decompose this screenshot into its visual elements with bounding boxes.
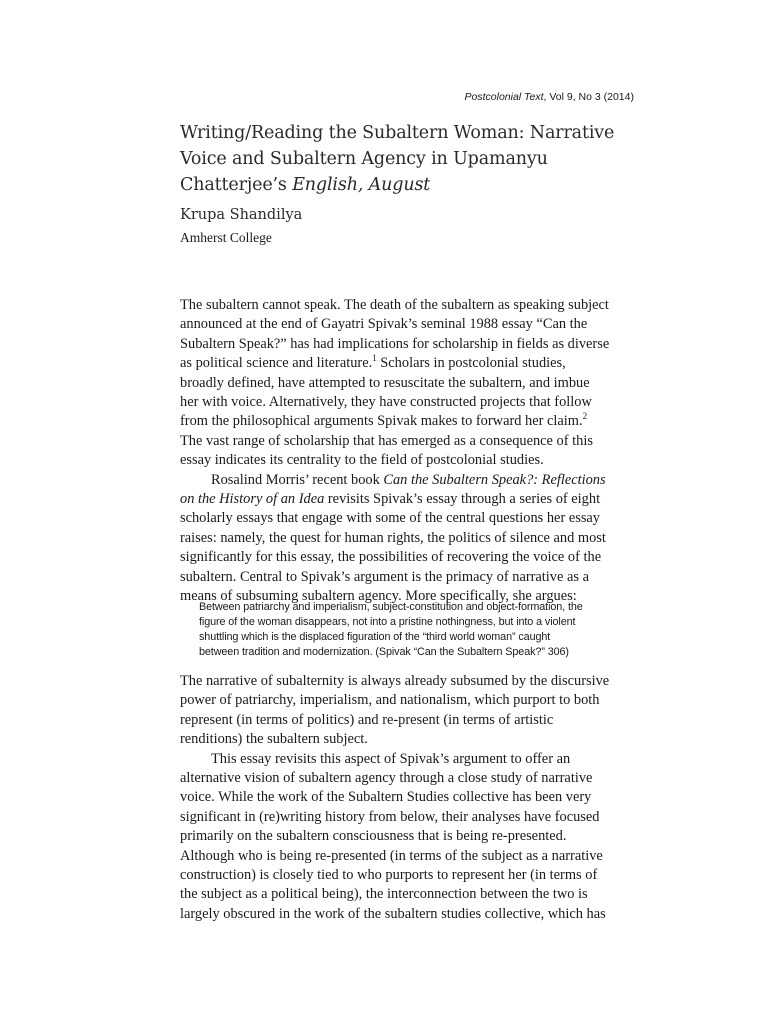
text-line <box>180 490 630 509</box>
book-title: Can the Subaltern Speak?: Reflections <box>383 471 606 488</box>
text-line: subaltern. Central to Spivak’s argument is the primacy of narrative as a <box>180 568 589 585</box>
text-line: The narrative of subalternity is always already subsumed by the discursive <box>180 673 610 689</box>
text-line: announced at the end of Gayatri Spivak’s seminal 1988 essay “Can the <box>180 316 588 333</box>
text-line <box>180 471 630 490</box>
text-fragment: Scholars in postcolonial studies, <box>376 355 566 372</box>
paragraph-2 <box>180 471 630 607</box>
text-line: voice. While the work of the Subaltern Studies collective has been very <box>180 789 592 806</box>
author-affiliation: Amherst College <box>180 230 272 245</box>
quote-line: between tradition and modernization. (Spivak “Can the Subaltern Speak?” 306) <box>199 645 569 658</box>
quote-line: Between patriarchy and imperialism, subject-constitution and object-formation, the <box>199 601 583 613</box>
paragraph-4 <box>180 750 630 925</box>
paragraph-1 <box>180 296 630 471</box>
text-fragment: from the philosophical arguments Spivak makes to forward her claim. <box>180 413 583 430</box>
quote-line: shuttling which is the displaced figuration of the “third world woman” caught <box>199 630 551 643</box>
text-line: renditions) the subaltern subject. <box>180 731 368 748</box>
text-line: power of patriarchy, imperialism, and nationalism, which purport to both <box>180 692 600 709</box>
article-title <box>180 120 650 198</box>
text-line: significantly for this essay, the possibilities of recovering the voice of the <box>180 549 602 566</box>
article-title-main: Writing/Reading the Subaltern Woman: Narrative Voice and Subaltern Agency in Upamanyu Chatterjee’s <box>180 123 615 195</box>
text-line: The vast range of scholarship that has emerged as a consequence of this <box>180 432 593 449</box>
text-line: essay indicates its centrality to the field of postcolonial studies. <box>180 452 544 469</box>
text-line: largely obscured in the work of the subaltern studies collective, which has <box>180 905 606 922</box>
text-line: represent (in terms of politics) and re-present (in terms of artistic <box>180 711 554 728</box>
text-line: The subaltern cannot speak. The death of the subaltern as speaking subject <box>180 297 609 313</box>
text-line: broadly defined, have attempted to resuscitate the subaltern, and imbue <box>180 374 590 391</box>
text-line <box>180 412 630 431</box>
block-quotation <box>199 600 625 660</box>
footnote-ref-2[interactable]: 2 <box>582 411 588 422</box>
text-line: Although who is being re-presented (in terms of the subject as a narrative <box>180 847 603 864</box>
footnote-ref-1[interactable]: 1 <box>372 353 377 364</box>
text-line: primarily on the subaltern consciousness that is being re-presented. <box>180 828 567 845</box>
text-line: the subject as a political being), the interconnection between the two is <box>180 886 588 903</box>
text-line: scholarly essays that engage with some of the central questions her essay <box>180 510 601 527</box>
text-line: her with voice. Alternatively, they have constructed projects that follow <box>180 394 592 411</box>
paragraph-3 <box>180 672 630 750</box>
body-section-2 <box>180 672 630 924</box>
text-line: construction) is closely tied to who purports to represent her (in terms of <box>180 867 598 884</box>
text-line: alternative vision of subaltern agency through a close study of narrative <box>180 770 593 787</box>
text-line: significant in (re)writing history from below, their analyses have focused <box>180 808 600 825</box>
text-line: Subaltern Speak?” has had implications for scholarship in fields as diverse <box>180 335 610 352</box>
book-title: on the History of an Idea <box>180 491 325 508</box>
text-line: raises: namely, the quest for human rights, the politics of silence and most <box>180 529 606 546</box>
text-line: means of subsuming subaltern agency. More specifically, she argues: <box>180 588 577 605</box>
text-fragment: as political science and literature. <box>180 355 373 372</box>
article-title-italic: English, August <box>292 175 431 195</box>
text-fragment: Rosalind Morris’ recent book <box>211 471 384 488</box>
journal-name: Postcolonial Text <box>464 91 544 103</box>
body-section-1 <box>180 296 630 607</box>
author-name: Krupa Shandilya <box>180 207 303 223</box>
text-line: This essay revisits this aspect of Spivak’s argument to offer an <box>211 750 571 767</box>
text-line <box>180 354 630 373</box>
text-fragment: revisits Spivak’s essay through a series of eight <box>324 491 601 508</box>
quote-line: figure of the woman disappears, not into a pristine nothingness, but into a violent <box>199 615 576 628</box>
journal-issue: , Vol 9, No 3 (2014) <box>543 91 634 103</box>
journal-reference <box>465 91 634 103</box>
